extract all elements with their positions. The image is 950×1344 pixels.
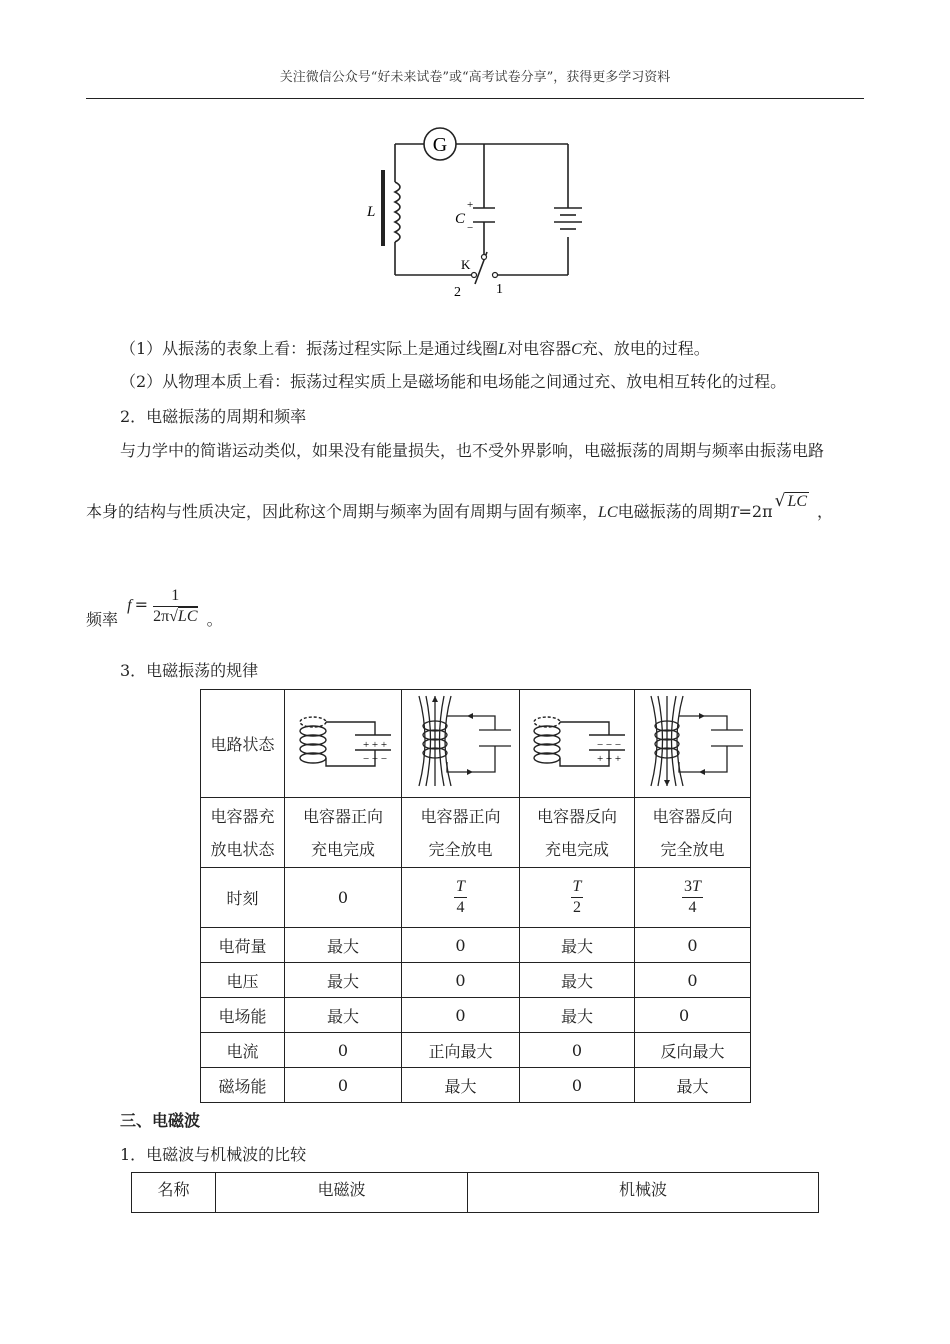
table-cell: 最大 bbox=[635, 1068, 751, 1103]
state-diagram-2 bbox=[402, 690, 520, 798]
header-rule bbox=[86, 98, 864, 99]
state-diagram-3 bbox=[520, 690, 635, 798]
state-diagram-1 bbox=[285, 690, 402, 798]
subheading-comparison: 1．电磁波与机械波的比较 bbox=[120, 1145, 307, 1164]
capacitor-label: C bbox=[455, 211, 466, 227]
switch-pos-1: 1 bbox=[496, 282, 503, 297]
table-cell: $\frac{3T}{4}$ bbox=[635, 868, 751, 928]
table-cell: 最大 bbox=[402, 1068, 520, 1103]
row-label-time: 时刻 bbox=[201, 868, 285, 928]
switch-label: K bbox=[461, 257, 471, 272]
header-name: 名称 bbox=[132, 1173, 216, 1213]
subheading-period-frequency: 2．电磁振荡的周期和频率 bbox=[120, 407, 307, 426]
table-cell: 反向最大 bbox=[635, 1033, 751, 1068]
header-mech-wave: 机械波 bbox=[468, 1173, 819, 1213]
table-cell: 0 bbox=[402, 963, 520, 998]
switch-pos-2: 2 bbox=[454, 285, 461, 300]
table-cell: 最大 bbox=[285, 963, 402, 998]
comparison-table bbox=[131, 1172, 819, 1213]
table-row bbox=[201, 1033, 751, 1068]
paragraph-5: 频率 f = $\frac{1}{2\pi√LC}$ 。 bbox=[86, 587, 223, 629]
row-label-charge: 电荷量 bbox=[201, 928, 285, 963]
table-cell: 0 bbox=[635, 998, 751, 1033]
row-label-cap-state: 电容器充 放电状态 bbox=[201, 798, 285, 868]
subheading-oscillation-law: 3．电磁振荡的规律 bbox=[120, 661, 259, 680]
svg-text:+ + +: + + + bbox=[362, 738, 388, 751]
paragraph-3: 与力学中的简谐运动类似，如果没有能量损失，也不受外界影响，电磁振荡的周期与频率由振荡电路 bbox=[120, 441, 825, 460]
frequency-fraction: $\frac{1}{2\pi√LC}$ bbox=[153, 587, 198, 625]
table-cell: 0 bbox=[285, 1033, 402, 1068]
lc-circuit-diagram bbox=[355, 118, 605, 303]
table-row bbox=[201, 928, 751, 963]
table-cell: 最大 bbox=[285, 998, 402, 1033]
table-cell: 最大 bbox=[520, 963, 635, 998]
table-cell: 最大 bbox=[520, 998, 635, 1033]
minus-sign: − bbox=[467, 222, 474, 234]
svg-text:− − −: − − − bbox=[596, 738, 622, 751]
table-cell: 0 bbox=[520, 1068, 635, 1103]
table-row bbox=[201, 998, 751, 1033]
paragraph-4: 本身的结构与性质决定，因此称这个周期与频率为固有周期与固有频率，LC电磁振荡的周期T=2π√ LC， bbox=[86, 491, 834, 521]
table-cell: 最大 bbox=[285, 928, 402, 963]
table-row bbox=[201, 963, 751, 998]
table-row bbox=[201, 690, 751, 798]
inductor-label: L bbox=[367, 204, 376, 220]
paragraph-1: （1）从振荡的表象上看：振荡过程实际上是通过线圈L对电容器C充、放电的过程。 bbox=[120, 339, 710, 358]
table-cell: 电容器正向 充电完成 bbox=[285, 798, 402, 868]
page-header: 关注微信公众号“好未来试卷”或“高考试卷分享”，获得更多学习资料 bbox=[279, 70, 671, 85]
table-cell: 0 bbox=[635, 928, 751, 963]
table-cell: 0 bbox=[402, 928, 520, 963]
table-cell: 0 bbox=[285, 1068, 402, 1103]
row-label-current: 电流 bbox=[201, 1033, 285, 1068]
table-cell: $\frac{T}{4}$ bbox=[402, 868, 520, 928]
galvanometer-label: G bbox=[432, 134, 448, 156]
table-row bbox=[132, 1173, 819, 1213]
table-cell: 0 bbox=[285, 868, 402, 928]
table-row bbox=[201, 868, 751, 928]
table-cell: 0 bbox=[635, 963, 751, 998]
table-row bbox=[201, 1068, 751, 1103]
table-cell: 最大 bbox=[520, 928, 635, 963]
row-label-magnetic-energy: 磁场能 bbox=[201, 1068, 285, 1103]
table-cell: 0 bbox=[520, 1033, 635, 1068]
period-sqrt: √ LC bbox=[774, 491, 808, 511]
table-cell: 电容器反向 完全放电 bbox=[635, 798, 751, 868]
section-heading-em-waves: 三、电磁波 bbox=[120, 1111, 201, 1130]
svg-text:− − −: − − − bbox=[362, 752, 388, 765]
table-row bbox=[201, 798, 751, 868]
paragraph-2: （2）从物理本质上看：振荡过程实质上是磁场能和电场能之间通过充、放电相互转化的过程。 bbox=[120, 372, 787, 391]
table-cell: 0 bbox=[402, 998, 520, 1033]
oscillation-table bbox=[200, 689, 751, 1103]
row-label-electric-energy: 电场能 bbox=[201, 998, 285, 1033]
table-cell: 正向最大 bbox=[402, 1033, 520, 1068]
state-diagram-4 bbox=[635, 690, 751, 798]
row-label-circuit-state: 电路状态 bbox=[201, 690, 285, 798]
table-cell: $\frac{T}{2}$ bbox=[520, 868, 635, 928]
plus-sign: + bbox=[467, 199, 474, 211]
header-em-wave: 电磁波 bbox=[216, 1173, 468, 1213]
table-cell: 电容器正向 完全放电 bbox=[402, 798, 520, 868]
table-cell: 电容器反向 充电完成 bbox=[520, 798, 635, 868]
row-label-voltage: 电压 bbox=[201, 963, 285, 998]
svg-text:+ + +: + + + bbox=[596, 752, 622, 765]
